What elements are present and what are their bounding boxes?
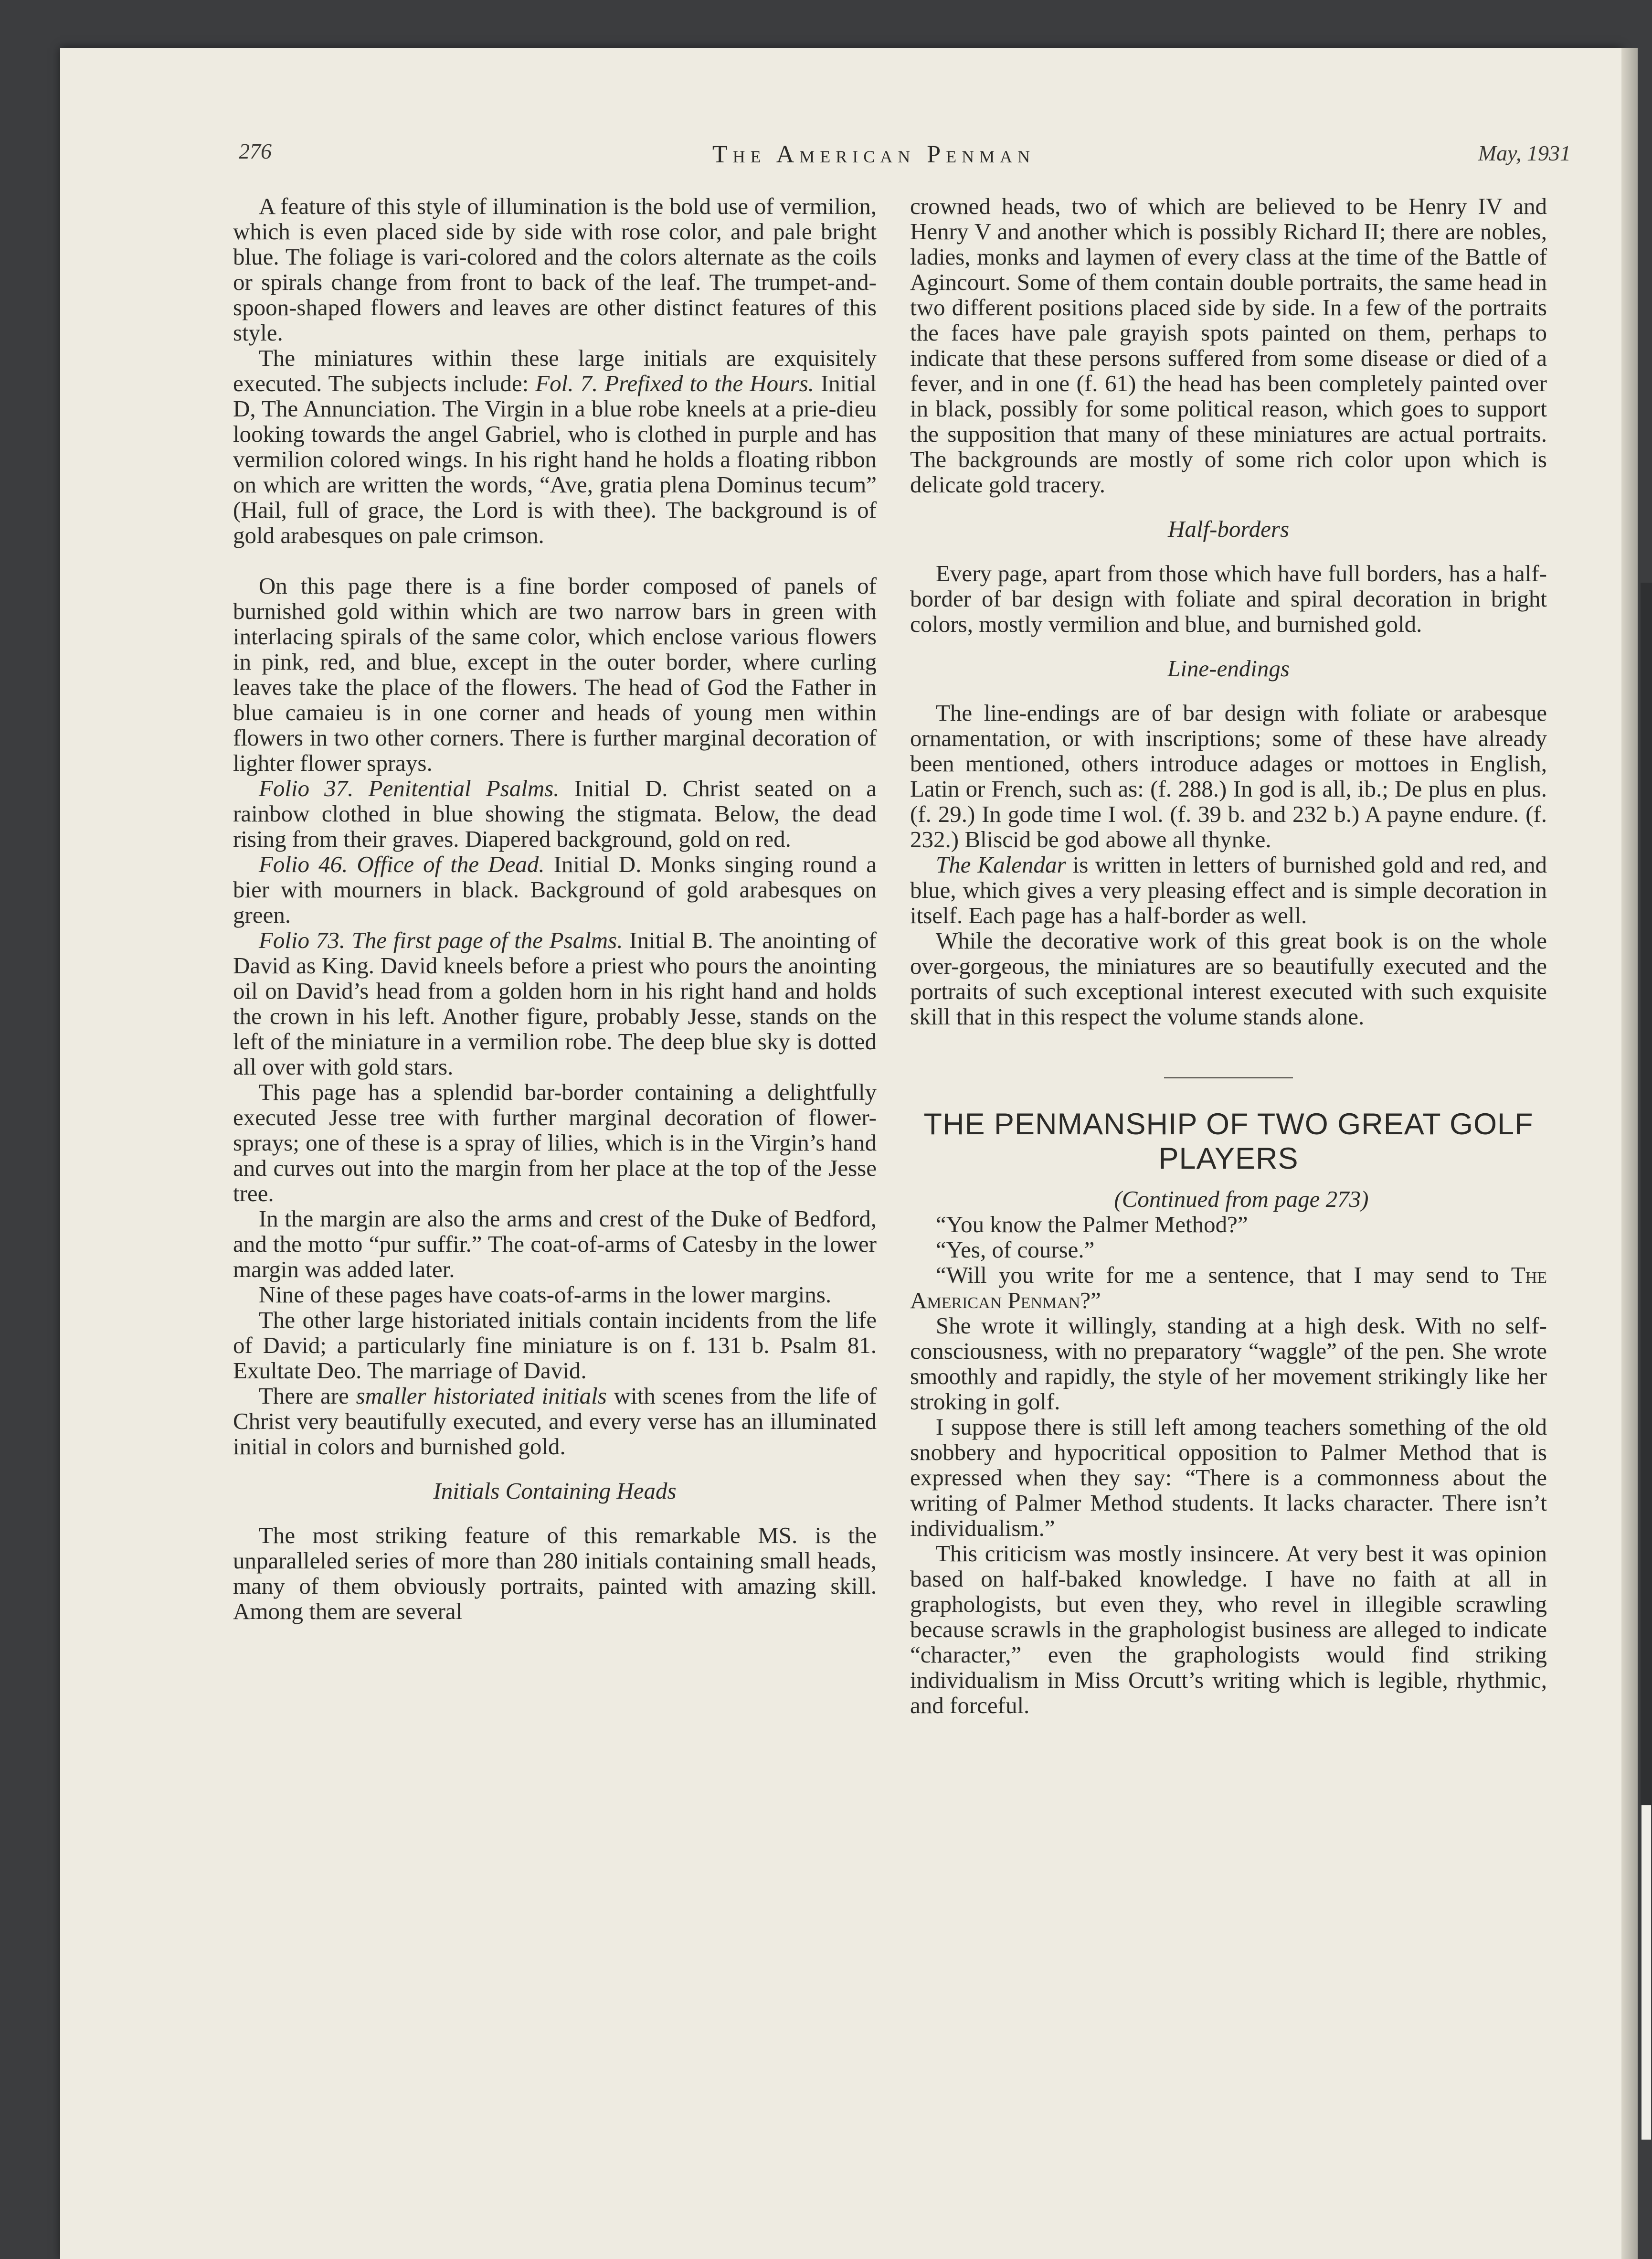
paragraph: Nine of these pages have coats-of-arms in the lower margins. xyxy=(258,1281,832,1308)
text-run: The miniatures within these large initials are exquisitely executed. The subjects include: xyxy=(233,345,877,396)
paragraph xyxy=(910,1262,1547,1313)
text-run: Initial D, The Annunciation. The Virgin in a blue robe kneels at a prie-dieu looking towards the angel Gabriel, who is clothed in purple and has vermilion colored wings. In his right hand he holds a floating ribbon on which are written the words, “Ave, gratia plena Dominus tecum” (Hail, full of grace, the Lord is with thee). The background is of gold arabesques on pale crimson. xyxy=(233,370,877,548)
running-header xyxy=(0,139,1652,177)
section-subhead: Line-endings xyxy=(1167,655,1290,682)
paragraph: The other large historiated initials contain incidents from the life of David; a particularly fine miniature is on f. 131 b. Psalm 81. Exultate Deo. The marriage of David. xyxy=(233,1307,877,1384)
journal-title: The American Penman xyxy=(712,141,1036,168)
paragraph: The line-endings are of bar design with foliate or arabesque ornamentation, or with inscriptions; some of these have already been mentioned, others introduce adages or mottoes in English, Latin or French, such as: (f. 288.) In god is all, ib.; De plus en plus. (f. 29.) In gode time I wol. (f. 39 b. and 232 b.) A payne endure. (f. 232.) Bliscid be god abowe all thynke. xyxy=(910,700,1547,852)
emphasis: smaller historiated initials xyxy=(356,1383,607,1409)
paragraph: I suppose there is still left among teachers something of the old snobbery and hypocritical opposition to Palmer Method that is expressed when they say: “There is a commonness about the writing of Palmer Method students. It lacks character. There isn’t individualism.” xyxy=(910,1414,1547,1541)
folio-reference: Folio 37. Penitential Psalms. xyxy=(258,775,560,801)
paragraph: “Yes, of course.” xyxy=(935,1236,1095,1263)
paragraph xyxy=(233,776,877,852)
section-divider xyxy=(1164,1077,1293,1078)
article-title: THE PENMANSHIP OF TWO GREAT GOLF PLAYERS xyxy=(923,1108,1534,1175)
paragraph: This criticism was mostly insincere. At very best it was opinion based on half-baked knowledge. I have no faith at all in graphologists, but even they, who revel in illegible scrawling because scrawls in the graphologist business are alleged to indicate “character,” even the graphologists would find striking individualism in Miss Orcutt’s writing which is legible, rhythmic, and forceful. xyxy=(910,1540,1547,1718)
right-column xyxy=(910,193,1547,1718)
paragraph xyxy=(233,852,877,927)
text-run: is written in letters of burnished gold and red, and blue, which gives a very pleasing effect and is simple decoration in itself. Each page has a half-border as well. xyxy=(910,852,1547,928)
section-subhead: Half-borders xyxy=(1167,516,1290,542)
text-run: Initial D. Monks singing round a bier with mourners in black. Background of gold arabesques on green. xyxy=(233,851,877,928)
paragraph: “You know the Palmer Method?” xyxy=(935,1211,1248,1237)
paragraph: A feature of this style of illumination is the bold use of vermilion, which is even placed side by side with rose color, and pale bright blue. The foliage is vari-colored and the colors alternate as the coils or spirals change from front to back of the leaf. The trumpet-and-spoon-shaped flowers and leaves are other distinct features of this style. xyxy=(233,193,877,346)
page-number: 276 xyxy=(239,139,272,163)
paragraph: In the margin are also the arms and crest of the Duke of Bedford, and the motto “pur suffir.” The coat-of-arms of Catesby in the lower margin was added later. xyxy=(233,1205,877,1282)
paragraph xyxy=(910,852,1547,928)
paragraph xyxy=(233,927,877,1079)
text-run: ?” xyxy=(1080,1287,1101,1313)
paragraph: This page has a splendid bar-border containing a delightfully executed Jesse tree with further marginal decoration of flower-sprays; one of these is a spray of lilies, which is in the Virgin’s hand and curves out into the margin from her place at the top of the Jesse tree. xyxy=(233,1079,877,1206)
text-run: There are xyxy=(258,1383,356,1409)
paragraph xyxy=(233,345,877,548)
scanner-edge-light xyxy=(1641,1805,1651,2140)
text-run: “Will you write for me a sentence, that I may send to xyxy=(935,1262,1511,1288)
text-run: with scenes from the life of Christ very beautifully executed, and every verse has an illuminated initial in colors and burnished gold. xyxy=(233,1383,877,1460)
folio-reference: Fol. 7. Prefixed to the Hours. xyxy=(535,370,814,396)
paragraph: She wrote it willingly, standing at a high desk. With no self-consciousness, with no preparatory “waggle” of the pen. She wrote smoothly and rapidly, the style of her movement strikingly like her stroking in golf. xyxy=(910,1312,1547,1415)
section-subhead: Initials Containing Heads xyxy=(433,1478,677,1504)
issue-date: May, 1931 xyxy=(1478,141,1571,165)
text-run: Initial D. Christ seated on a rainbow clothed in blue showing the stigmata. Below, the dead rising from their graves. Diapered background, gold on red. xyxy=(233,775,877,852)
paragraph: Every page, apart from those which have full borders, has a half-border of bar design with foliate and spiral decoration in bright colors, mostly vermilion and blue, and burnished gold. xyxy=(910,560,1547,637)
emphasis: The Kalendar xyxy=(935,852,1066,878)
paragraph: On this page there is a fine border composed of panels of burnished gold within which are two narrow bars in green with interlacing spirals of the same color, which enclose various flowers in pink, red, and blue, except in the outer border, where curling leaves take the place of the flowers. The head of God the Father in blue camaieu is in one corner and heads of young men within flowers in two other corners. There is further marginal decoration of lighter flower sprays. xyxy=(233,573,877,776)
page-edge xyxy=(1621,48,1638,2259)
continued-note: (Continued from page 273) xyxy=(1114,1186,1369,1212)
left-column xyxy=(233,193,877,1624)
paragraph xyxy=(233,1383,877,1459)
paragraph: While the decorative work of this great book is on the whole over-gorgeous, the miniatures are so beautifully executed and the portraits of such exceptional interest executed with such exquisite skill that in this respect the volume stands alone. xyxy=(910,927,1547,1030)
paragraph: The most striking feature of this remarkable MS. is the unparalleled series of more than 280 initials containing small heads, many of them obviously portraits, painted with amazing skill. Among them are several xyxy=(233,1522,877,1624)
folio-reference: Folio 73. The first page of the Psalms. xyxy=(258,927,623,953)
folio-reference: Folio 46. Office of the Dead. xyxy=(258,851,545,877)
paragraph: crowned heads, two of which are believed to be Henry IV and Henry V and another which is possibly Richard II; there are nobles, ladies, monks and laymen of every class at the time of the Battle of Agincourt. Some of them contain double portraits, the same head in two different positions placed side by side. In a few of the portraits the faces have pale grayish spots painted on them, perhaps to indicate that these persons suffered from some disease or died of a fever, and in one (f. 61) the head has been completely painted over in black, possibly for some political reason, which goes to support the supposition that many of these miniatures are actual portraits. The backgrounds are mostly of some rich color upon which is delicate gold tracery. xyxy=(910,193,1547,498)
journal-name-inline: The American Penman xyxy=(910,1262,1547,1313)
text-run: Initial B. The anointing of David as King. David kneels before a priest who pours the anointing oil on David’s head from a golden horn in his right hand and holds the crown in his left. Another figure, probably Jesse, stands on the left of the miniature in a vermilion robe. The deep blue sky is dotted all over with gold stars. xyxy=(233,927,877,1080)
scanner-edge-dark xyxy=(1641,583,1652,1805)
